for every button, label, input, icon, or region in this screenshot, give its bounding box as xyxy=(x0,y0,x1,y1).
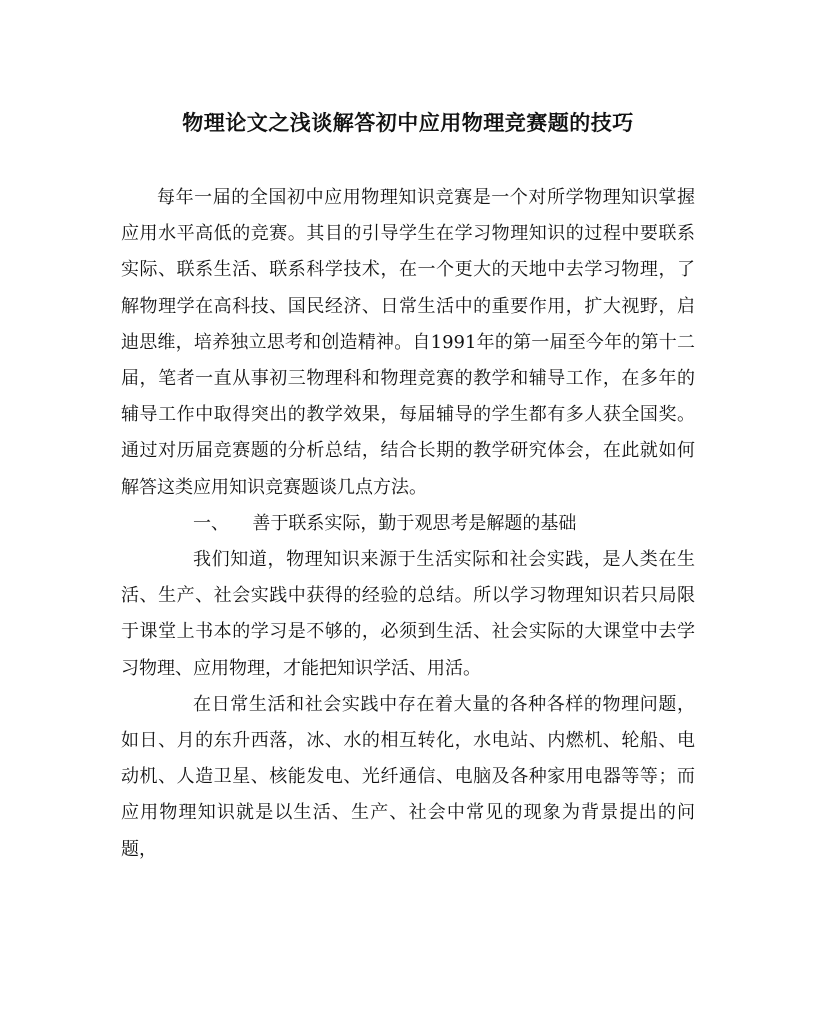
intro-paragraph: 每年一届的全国初中应用物理知识竞赛是一个对所学物理知识掌握应用水平高低的竞赛。其目的引导学生在学习物理知识的过程中要联系实际、联系生活、联系科学技术，在一个更大的天地中去学习物理，了解物理学在高科技、国民经济、日常生活中的重要作用，扩大视野，启迪思维，培养独立思考和创造精神。自1991年的第一届至今年的第十二届，笔者一直从事初三物理科和物理竞赛的教学和辅导工作，在多年的辅导工作中取得突出的教学效果，每届辅导的学生都有多人获全国奖。通过对历届竞赛题的分析总结，结合长期的教学研究体会，在此就如何解答这类应用知识竞赛题谈几点方法。 xyxy=(121,187,695,498)
section-number: 一、 xyxy=(193,512,229,534)
section-paragraph-1: 我们知道，物理知识来源于生活实际和社会实践，是人类在生活、生产、社会实践中获得的经验的总结。所以学习物理知识若只局限于课堂上书本的学习是不够的，必须到生活、社会实际的大课堂中去学习物理、应用物理，才能把知识学活、用活。 xyxy=(121,549,695,679)
section-paragraph-2: 在日常生活和社会实践中存在着大量的各种各样的物理问题，如日、月的东升西落，冰、水的相互转化，水电站、内燃机、轮船、电动机、人造卫星、核能发电、光纤通信、电脑及各种家用电器等等；而应用物理知识就是以生活、生产、社会中常见的现象为背景提出的问题， xyxy=(121,693,695,860)
document-title: 物理论文之浅谈解答初中应用物理竞赛题的技巧 xyxy=(182,110,634,135)
section-heading-text: 善于联系实际，勤于观思考是解题的基础 xyxy=(252,512,577,534)
document-body xyxy=(121,180,695,868)
section-heading xyxy=(121,506,695,542)
